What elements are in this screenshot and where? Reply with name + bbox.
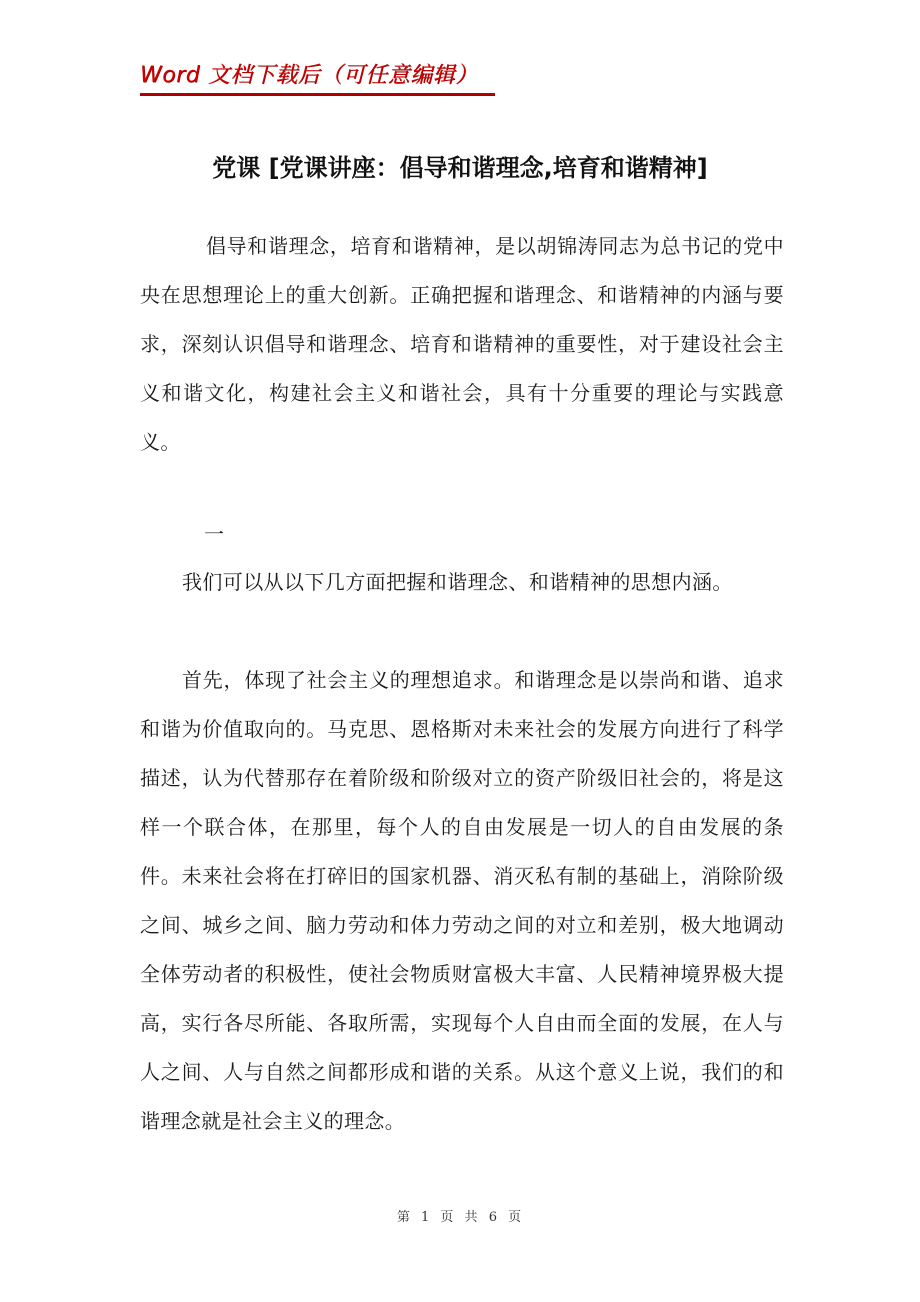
paragraph-overview: 我们可以从以下几方面把握和谐理念、和谐精神的思想内涵。 — [182, 570, 733, 594]
paragraph-first-point: 首先，体现了社会主义的理想追求。和谐理念是以崇尚和谐、追求和谐为价值取向的。马克思、恩格斯对未来社会的发展方向进行了科学描述，认为代替那存在着阶级和阶级对立的资产阶级旧社会的，将是这样一个联合体，在那里，每个人的自由发展是一切人的自由发展的条件。未来社会将在打碎旧的国家机器、消灭私有制的基础上，消除阶级之间、城乡之间、脑力劳动和体力劳动之间的对立和差别，极大地调动全体劳动者的积极性，使社会物质财富极大丰富、人民精神境界极大提高，实行各尽所能、各取所需，实现每个人自由而全面的发展，在人与人之间、人与自然之间都形成和谐的关系。从这个意义上说，我们的和谐理念就是社会主义的理念。 — [140, 668, 784, 1133]
paragraph-intro: 倡导和谐理念，培育和谐精神，是以胡锦涛同志为总书记的党中央在思想理论上的重大创新。正确把握和谐理念、和谐精神的内涵与要求，深刻认识倡导和谐理念、培育和谐精神的重要性，对于建设社会主义和谐文化，构建社会主义和谐社会，具有十分重要的理论与实践意义。 — [140, 234, 784, 454]
page-number-footer: 第 1 页 共 6 页 — [396, 1210, 524, 1225]
banner-text: Word 文档下载后（可任意编辑） — [140, 63, 478, 88]
banner-underline — [140, 93, 495, 96]
download-banner — [140, 62, 495, 96]
document-title: 党课 [党课讲座：倡导和谐理念,培育和谐精神] — [212, 154, 708, 182]
section-number: 一 — [204, 522, 225, 546]
